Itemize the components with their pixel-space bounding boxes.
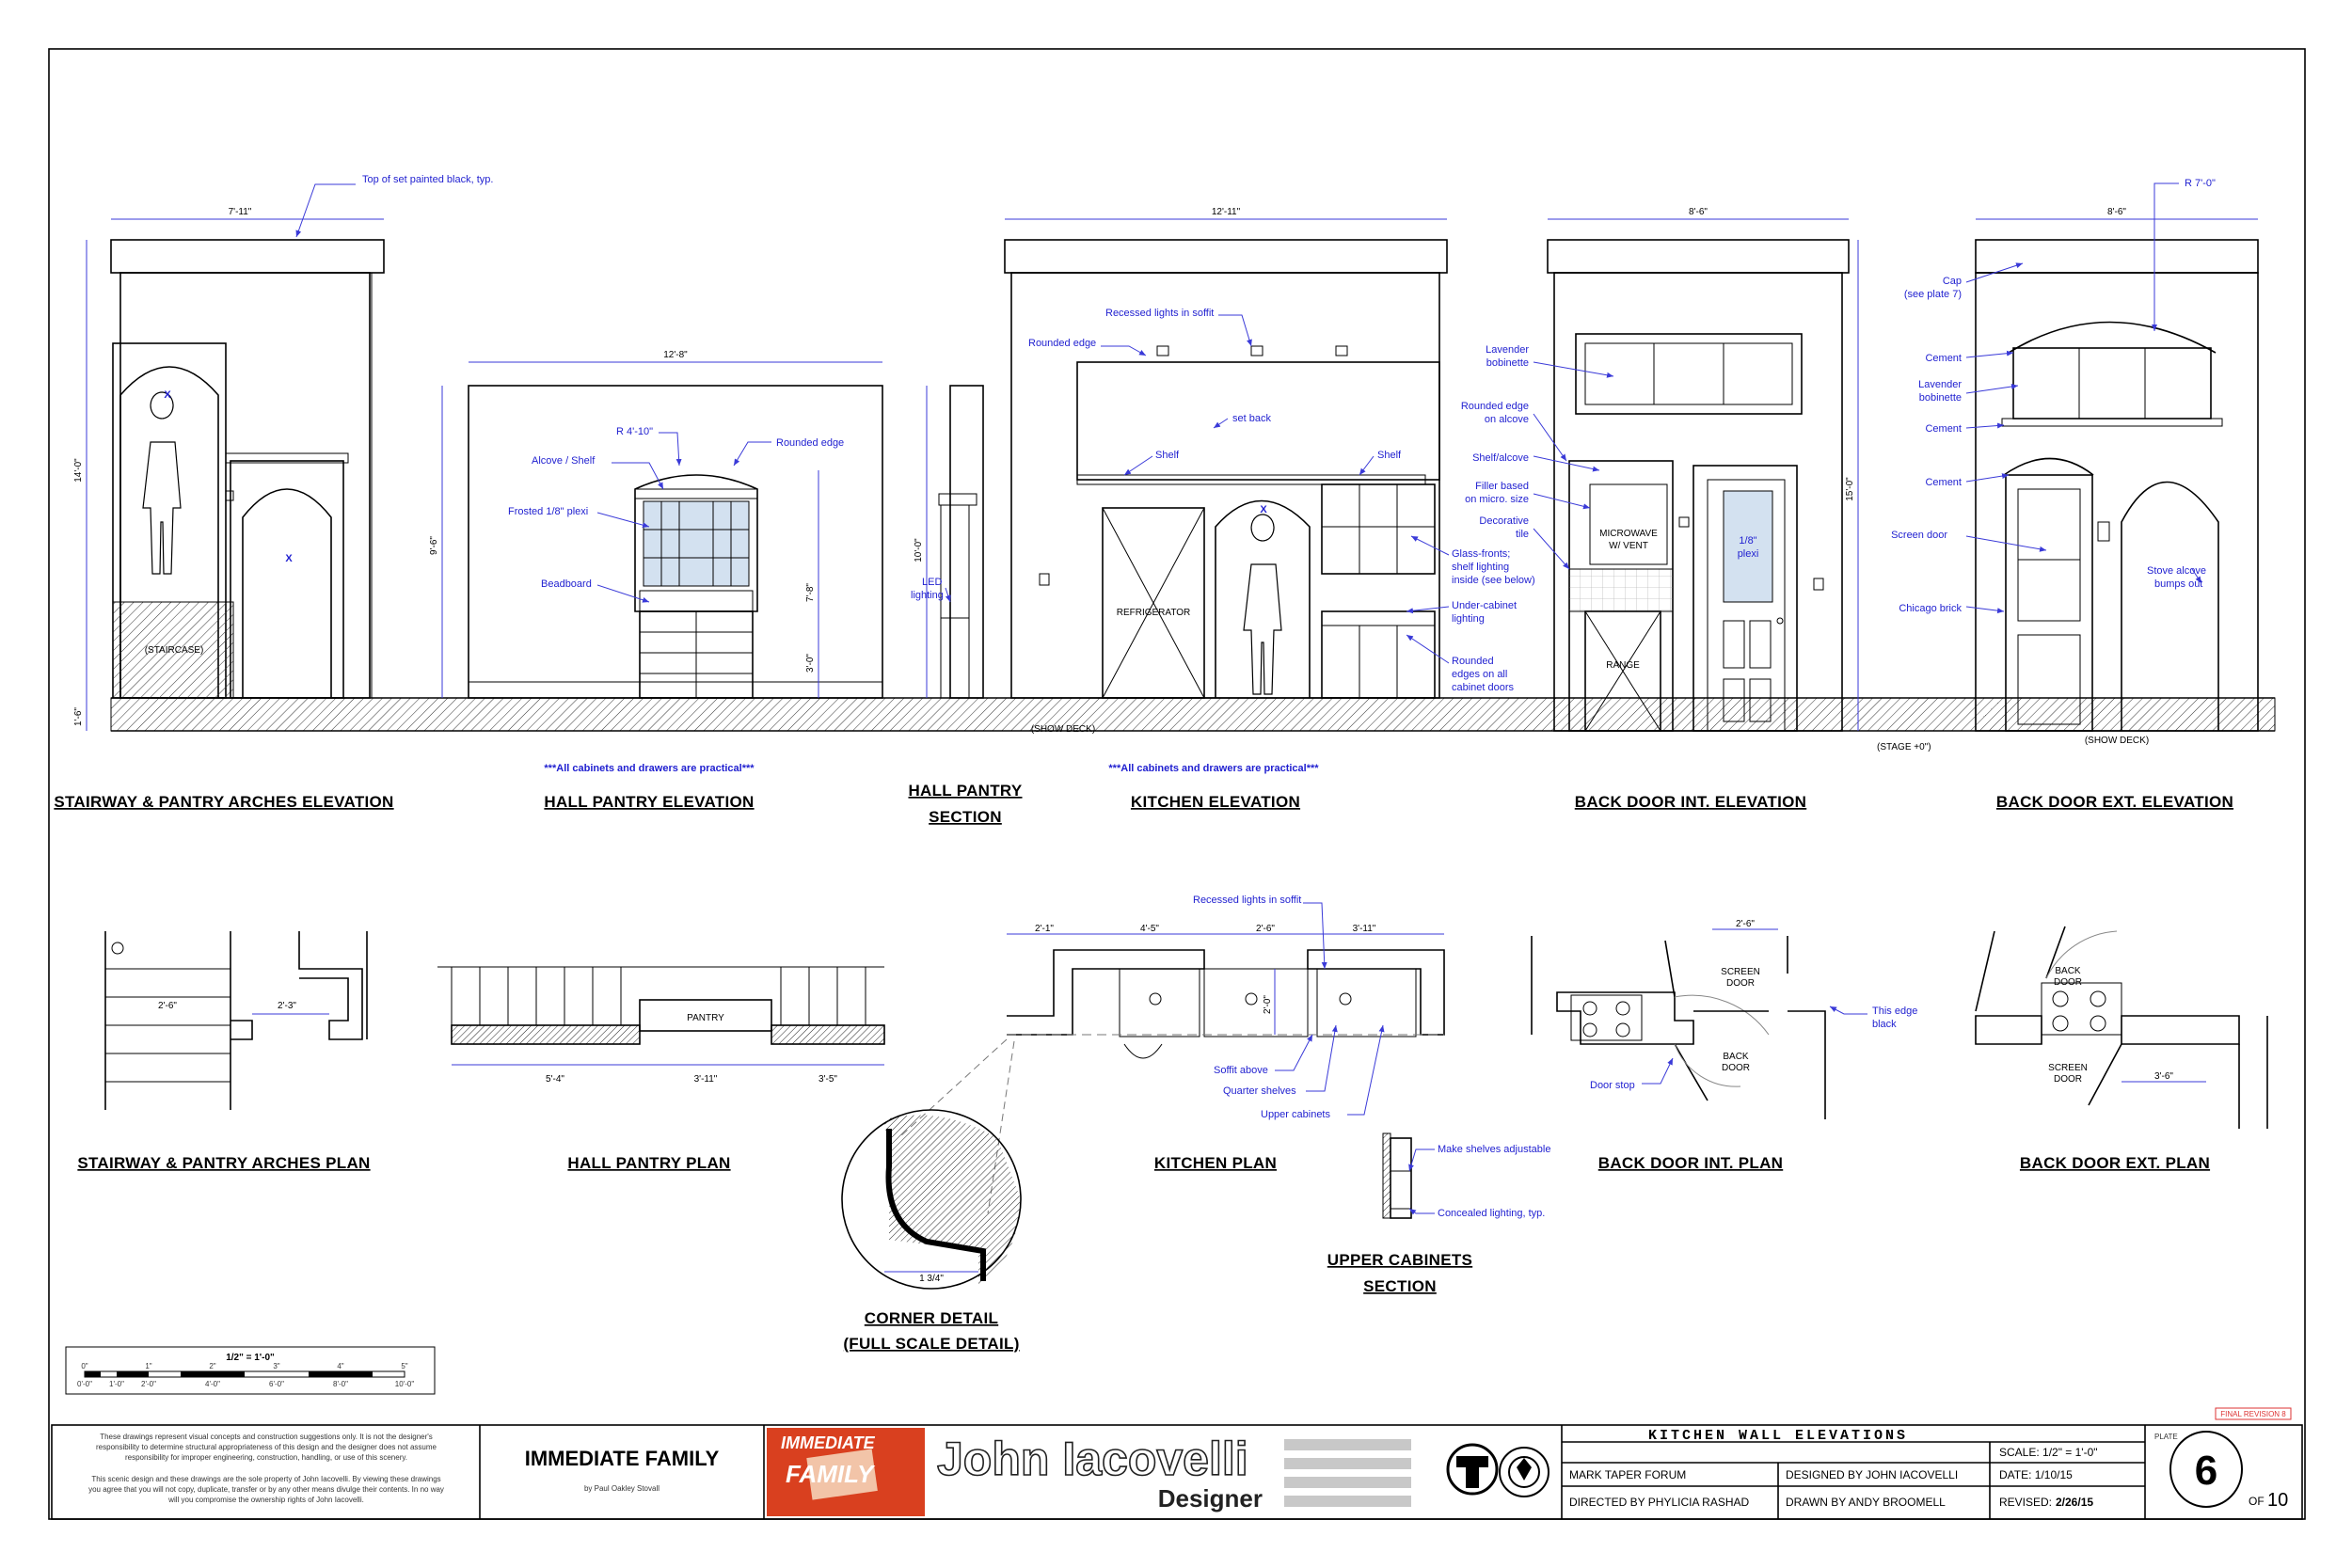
dim-7-11: 7'-11": [228, 207, 252, 217]
note-filler-1: Filler based: [1475, 481, 1529, 492]
kitchen-elevation: [1005, 240, 1447, 698]
scale-bot-3: 4'-0": [205, 1380, 220, 1388]
hall-pantry-plan: [437, 967, 884, 1065]
label-show-deck-2: (SHOW DECK): [2084, 736, 2150, 746]
back-door-ext-elevation: [1976, 240, 2258, 731]
title-stairway-elevation: STAIRWAY & PANTRY ARCHES ELEVATION: [54, 793, 394, 811]
note-cement-2: Cement: [1925, 423, 1962, 435]
label-stage-0: (STAGE +0"): [1877, 742, 1931, 752]
back-door-ext-plan: [1976, 927, 2267, 1129]
note-edge-black-2: black: [1872, 1019, 1897, 1030]
note-led-2: lighting: [911, 590, 944, 601]
drawn-by-text: DRAWN BY ANDY BROOMELL: [1786, 1496, 1946, 1509]
note-cap-2: (see plate 7): [1903, 289, 1962, 300]
note-lav-ext-2: bobinette: [1918, 392, 1962, 404]
label-refrigerator: REFRIGERATOR: [1116, 608, 1191, 618]
dim-14-0: 14'-0": [73, 458, 84, 483]
note-shelf-1: Shelf: [1155, 450, 1180, 461]
note-adjustable: Make shelves adjustable: [1438, 1144, 1551, 1155]
note-r-7-0: R 7'-0": [2185, 178, 2216, 189]
revised-label: REVISED:: [1999, 1496, 2053, 1509]
note-stove-1: Stove alcove: [2147, 565, 2206, 577]
title-stairway-plan: STAIRWAY & PANTRY ARCHES PLAN: [77, 1154, 371, 1172]
title-kitchen-plan: KITCHEN PLAN: [1153, 1154, 1278, 1172]
note-alcove-shelf: Alcove / Shelf: [532, 455, 596, 467]
note-beadboard: Beadboard: [541, 578, 592, 590]
label-plexi-1: 1/8": [1739, 535, 1757, 546]
scale-top-5: 5": [401, 1362, 408, 1370]
title-corner-detail-2: (FULL SCALE DETAIL): [843, 1335, 1020, 1353]
label-plexi-2: plexi: [1737, 548, 1759, 560]
note-edge-black-1: This edge: [1872, 1006, 1918, 1017]
dim-12-8: 12'-8": [663, 350, 688, 360]
label-screen-door-int-2: DOOR: [1726, 978, 1755, 989]
note-rounded-edge-k: Rounded edge: [1028, 338, 1097, 349]
dim-9-6: 9'-6": [429, 536, 439, 555]
label-x-1: X: [164, 389, 171, 401]
note-screen-door: Screen door: [1891, 530, 1947, 541]
dim-5-4: 5'-4": [546, 1074, 564, 1085]
poster-title-2: FAMILY: [786, 1460, 874, 1488]
final-revision: FINAL REVISION 8: [2220, 1410, 2286, 1418]
disclaimer-3: responsibility for improper engineering, construction, handling, or use of this scenery.: [124, 1453, 408, 1462]
note-rounded-edges-2: edges on all: [1452, 669, 1508, 680]
plate-of: OF: [2249, 1495, 2265, 1508]
note-under-cab-2: lighting: [1452, 613, 1485, 625]
dim-8-6-b: 8'-6": [2107, 207, 2126, 217]
label-screen-door-ext-1: SCREEN: [2048, 1063, 2088, 1073]
sheet-title: KITCHEN WALL ELEVATIONS: [1647, 1428, 1909, 1444]
scale-top-0: 0": [81, 1362, 88, 1370]
label-x-2: X: [285, 553, 293, 564]
scale-text: SCALE: 1/2" = 1'-0": [1999, 1446, 2098, 1459]
dim-2-6-kit: 2'-6": [1256, 924, 1275, 934]
scale-bot-4: 6'-0": [269, 1380, 284, 1388]
note-upper-cabinets: Upper cabinets: [1261, 1109, 1330, 1120]
dim-2-1: 2'-1": [1035, 924, 1054, 934]
note-practical-2: ***All cabinets and drawers are practical***: [1108, 763, 1319, 774]
note-cap-1: Cap: [1942, 276, 1962, 287]
show-deck: [111, 698, 2275, 731]
note-r-4-10: R 4'-10": [616, 426, 654, 437]
title-back-door-int-plan: BACK DOOR INT. PLAN: [1597, 1154, 1784, 1172]
stairway-elevation: [111, 240, 384, 698]
designed-by-text: DESIGNED BY JOHN IACOVELLI: [1786, 1468, 1959, 1481]
note-lav-ext-1: Lavender: [1918, 379, 1962, 390]
back-door-int-plan: [1532, 929, 1867, 1119]
title-upper-cab-2: SECTION: [1363, 1277, 1437, 1295]
note-stove-2: bumps out: [2154, 578, 2203, 590]
note-deco-tile-1: Decorative: [1479, 515, 1529, 527]
revised-date: 2/26/15: [2056, 1496, 2094, 1509]
note-rounded-edges-3: cabinet doors: [1452, 682, 1515, 693]
dim-7-8: 7'-8": [805, 583, 816, 602]
title-back-door-ext-plan: BACK DOOR EXT. PLAN: [2019, 1154, 2211, 1172]
scale-bot-6: 10'-0": [394, 1380, 415, 1388]
label-pantry: PANTRY: [687, 1013, 724, 1023]
note-concealed: Concealed lighting, typ.: [1438, 1208, 1546, 1219]
note-shelf-2: Shelf: [1377, 450, 1402, 461]
dim-4-5: 4'-5": [1140, 924, 1159, 934]
note-under-cab-1: Under-cabinet: [1452, 600, 1518, 611]
title-back-door-int-elevation: BACK DOOR INT. ELEVATION: [1574, 793, 1807, 811]
label-x-3: X: [1260, 504, 1267, 515]
note-glass-1: Glass-fronts;: [1452, 548, 1511, 560]
note-set-back: set back: [1232, 413, 1271, 424]
dim-2-6-bd: 2'-6": [1736, 919, 1755, 929]
dim-15-0: 15'-0": [1845, 477, 1855, 501]
note-rounded-edges-1: Rounded: [1452, 656, 1494, 667]
label-back-door-int-1: BACK: [1723, 1052, 1749, 1062]
note-deco-tile-2: tile: [1515, 529, 1529, 540]
dim-2-3: 2'-3": [278, 1001, 296, 1011]
stairway-plan: [105, 931, 367, 1110]
hall-pantry-section: [939, 386, 983, 698]
title-hall-pantry-elevation: HALL PANTRY ELEVATION: [544, 793, 755, 811]
note-led-1: LED: [922, 577, 943, 588]
note-practical-1: ***All cabinets and drawers are practical***: [544, 763, 755, 774]
disclaimer-2: responsibility to determine structural appropriateness of this design and the designer does not assume: [96, 1443, 437, 1451]
disclaimer-1: These drawings represent visual concepts and construction suggestions only. It is not the designer's: [100, 1433, 433, 1441]
plate-label: PLATE: [2154, 1433, 2178, 1441]
scale-top-3: 3": [273, 1362, 280, 1370]
note-rounded-alcove-2: on alcove: [1484, 414, 1529, 425]
label-show-deck-1: (SHOW DECK): [1030, 724, 1096, 735]
note-chicago-brick: Chicago brick: [1899, 603, 1962, 614]
designer-name: John Iacovelli: [937, 1433, 1248, 1485]
dim-3-11-kit: 3'-11": [1352, 924, 1376, 934]
scale-bot-0: 0'-0": [77, 1380, 92, 1388]
scale-bot-2: 2'-0": [141, 1380, 156, 1388]
note-cement-3: Cement: [1925, 477, 1962, 488]
note-lavender-1: Lavender: [1486, 344, 1529, 356]
note-recessed-soffit: Recessed lights in soffit: [1105, 308, 1215, 319]
poster-title-1: IMMEDIATE: [781, 1433, 875, 1452]
note-rounded-alcove-1: Rounded edge: [1460, 401, 1529, 412]
designer-role: Designer: [1157, 1484, 1263, 1513]
dim-3-11: 3'-11": [693, 1074, 718, 1085]
note-soffit-above: Soffit above: [1214, 1065, 1268, 1076]
venue-text: MARK TAPER FORUM: [1569, 1468, 1687, 1481]
note-shelf-alcove: Shelf/alcove: [1472, 452, 1529, 464]
dim-8-6-a: 8'-6": [1689, 207, 1708, 217]
note-cement-1: Cement: [1925, 353, 1962, 364]
corner-detail: [842, 1110, 1021, 1289]
label-back-door-ext-1: BACK: [2055, 966, 2081, 976]
label-screen-door-ext-2: DOOR: [2054, 1074, 2082, 1085]
date-text: DATE: 1/10/15: [1999, 1468, 2073, 1481]
plate-total: 10: [2267, 1490, 2289, 1511]
note-frosted: Frosted 1/8" plexi: [508, 506, 589, 517]
kitchen-plan-leaders: [1275, 903, 1383, 1115]
note-filler-2: on micro. size: [1465, 494, 1529, 505]
directed-by-text: DIRECTED BY PHYLICIA RASHAD: [1569, 1496, 1750, 1509]
back-door-int-elevation: [1548, 240, 1849, 731]
disclaimer-4: This scenic design and these drawings are the sole property of John Iacovelli. By viewing these drawings: [91, 1475, 441, 1483]
disclaimer-5: you agree that you will not copy, duplicate, transfer or by any other means divulge their contents. In no way: [88, 1485, 444, 1494]
scale-top-1: 1": [145, 1362, 152, 1370]
label-screen-door-int-1: SCREEN: [1721, 967, 1760, 977]
dim-10-0: 10'-0": [914, 538, 924, 562]
title-hall-pantry-plan: HALL PANTRY PLAN: [567, 1154, 731, 1172]
note-glass-3: inside (see below): [1452, 575, 1535, 586]
label-back-door-int-2: DOOR: [1722, 1063, 1750, 1073]
dim-1-6: 1'-6": [73, 707, 84, 726]
title-kitchen-elevation: KITCHEN ELEVATION: [1130, 793, 1301, 811]
title-back-door-ext-elevation: BACK DOOR EXT. ELEVATION: [1995, 793, 2234, 811]
title-hall-pantry-section-1: HALL PANTRY: [908, 782, 1023, 800]
scale-bar-title: 1/2" = 1'-0": [226, 1353, 275, 1363]
title-corner-detail-1: CORNER DETAIL: [864, 1309, 999, 1327]
note-lavender-2: bobinette: [1486, 357, 1529, 369]
note-quarter-shelves: Quarter shelves: [1223, 1085, 1296, 1097]
dim-2-0: 2'-0": [1263, 995, 1273, 1014]
label-staircase: (STAIRCASE): [144, 645, 204, 656]
title-upper-cab-1: UPPER CABINETS: [1327, 1251, 1473, 1269]
dim-3-0-a: 3'-0": [805, 654, 816, 673]
dim-1-34: 1 3/4": [919, 1274, 944, 1284]
dim-3-6: 3'-6": [2154, 1071, 2173, 1082]
scale-top-4: 4": [337, 1362, 344, 1370]
scale-top-2: 2": [209, 1362, 216, 1370]
upper-cabinets-section: [1383, 1133, 1435, 1218]
sheet-border: [49, 49, 2305, 1519]
note-top-painted: Top of set painted black, typ.: [362, 174, 494, 185]
note-door-stop: Door stop: [1590, 1080, 1635, 1091]
dim-2-6-stair: 2'-6": [158, 1001, 177, 1011]
plate-number: 6: [2194, 1448, 2218, 1494]
label-microwave-1: MICROWAVE: [1599, 529, 1658, 539]
dim-3-5: 3'-5": [818, 1074, 837, 1085]
dim-12-11: 12'-11": [1211, 207, 1241, 217]
note-plan-recessed: Recessed lights in soffit: [1193, 895, 1302, 906]
scale-bot-1: 1'-0": [109, 1380, 124, 1388]
note-rounded-edge: Rounded edge: [776, 437, 845, 449]
label-microwave-2: W/ VENT: [1609, 541, 1648, 551]
label-back-door-ext-2: DOOR: [2054, 977, 2082, 988]
human-figure: [143, 392, 181, 574]
scale-bot-5: 8'-0": [333, 1380, 348, 1388]
note-glass-2: shelf lighting: [1452, 562, 1510, 573]
disclaimer-6: will you compromise the ownership rights of John Iacovelli.: [168, 1496, 364, 1504]
show-title: IMMEDIATE FAMILY: [524, 1447, 720, 1470]
show-author: by Paul Oakley Stovall: [583, 1484, 660, 1493]
label-range: RANGE: [1606, 660, 1640, 671]
title-hall-pantry-section-2: SECTION: [929, 808, 1002, 826]
